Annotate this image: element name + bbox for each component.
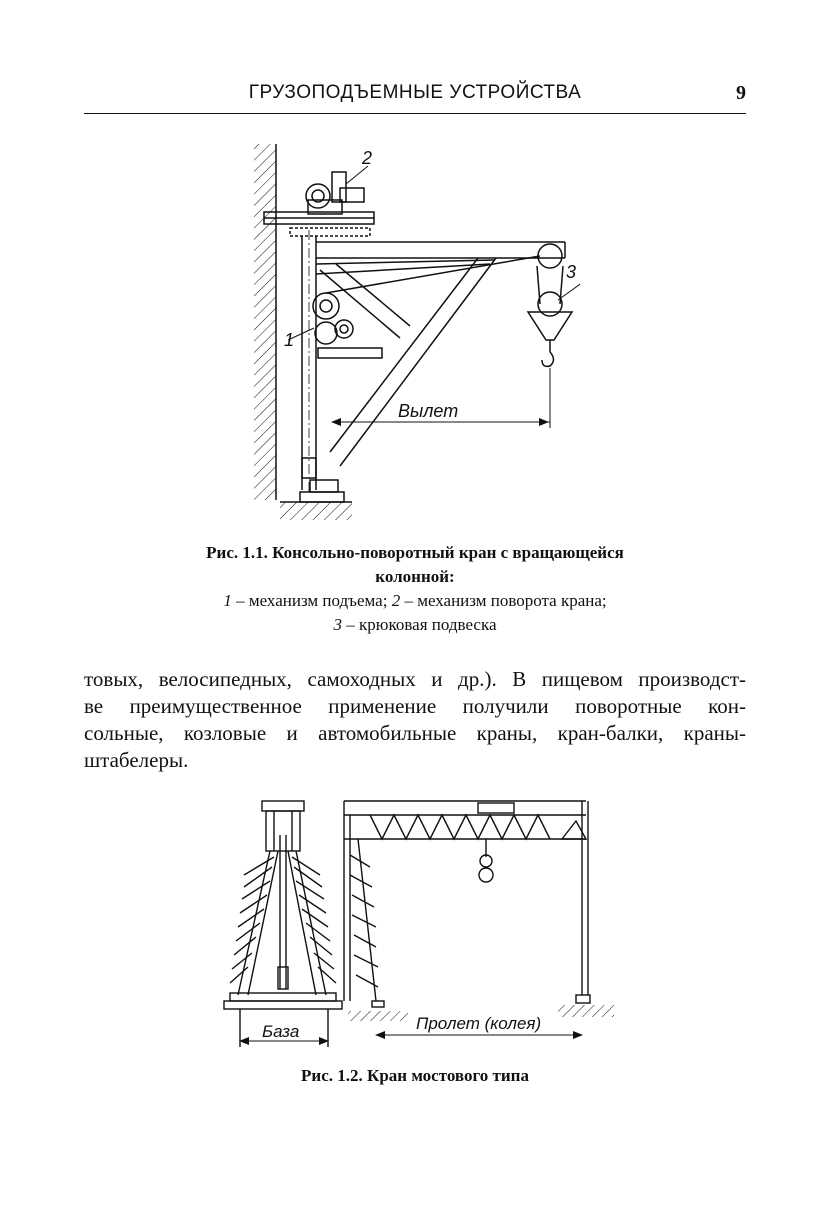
crane-structure xyxy=(264,172,572,502)
body-line-4: штабелеры. xyxy=(84,748,189,772)
legend-num-2: 2 xyxy=(391,591,401,610)
callout-2: 2 xyxy=(362,148,373,168)
floor-hatch xyxy=(280,502,352,520)
callout-1: 1 xyxy=(284,330,295,350)
floor-hatch-right xyxy=(558,1005,614,1017)
figure1-legend-line-1 xyxy=(84,589,746,613)
page-number: 9 xyxy=(736,82,746,104)
figure1-caption-title-2: колонной: xyxy=(375,567,455,586)
legend-text-2: – механизм поворота крана; xyxy=(400,591,607,610)
legend-text-3: – крюковая подвеска xyxy=(341,615,497,634)
body-paragraph xyxy=(84,666,746,774)
reach-label: Вылет xyxy=(398,401,459,421)
running-header xyxy=(84,80,746,112)
wall-hatch xyxy=(254,144,276,500)
figure-gantry-crane xyxy=(210,795,630,1060)
reach-dimension xyxy=(288,166,580,428)
callout-3: 3 xyxy=(566,262,577,282)
figure1-legend-line-2 xyxy=(84,613,746,637)
span-label: Пролет (колея) xyxy=(416,1014,542,1033)
legend-text-1: – механизм подъема; xyxy=(231,591,392,610)
base-label: База xyxy=(262,1022,300,1041)
figure1-caption-title-1: Рис. 1.1. Консольно-поворотный кран с вращающейся xyxy=(206,543,624,562)
figure2-caption: Рис. 1.2. Кран мостового типа xyxy=(301,1066,529,1085)
body-line-2: ве преимущественное применение получили поворотные кон- xyxy=(84,694,746,718)
body-line-1: товых, велосипедных, самоходных и др.). В пищевом производст- xyxy=(84,667,746,691)
floor-hatch-left xyxy=(348,1011,408,1021)
running-header-title: ГРУЗОПОДЪЕМНЫЕ УСТРОЙСТВА xyxy=(248,82,582,103)
body-line-3: сольные, козловые и автомобильные краны, кран-балки, краны- xyxy=(84,721,746,745)
legend-num-1: 1 xyxy=(223,591,232,610)
legend-num-3: 3 xyxy=(333,615,342,634)
gantry-side-view xyxy=(224,801,342,1047)
figure-jib-crane xyxy=(240,140,580,530)
header-rule xyxy=(84,113,746,114)
figure1-caption xyxy=(84,541,746,637)
gantry-front-view xyxy=(344,801,590,1007)
